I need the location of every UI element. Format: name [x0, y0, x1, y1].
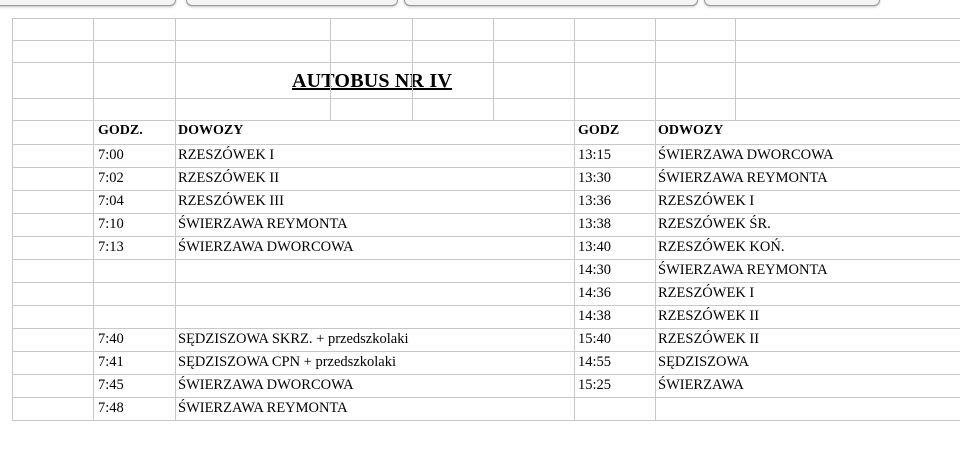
grid-line	[12, 282, 960, 283]
odwozy-stop: RZESZÓWEK KOŃ.	[658, 239, 785, 255]
odwozy-time: 13:15	[578, 147, 612, 163]
grid-line	[412, 18, 413, 120]
odwozy-time: 14:55	[578, 354, 612, 370]
dowozy-time: 7:13	[98, 239, 124, 255]
odwozy-stop: SĘDZISZOWA	[658, 354, 750, 370]
grid-line	[12, 374, 960, 375]
dowozy-stop: SĘDZISZOWA SKRZ. + przedszkolaki	[178, 331, 409, 347]
odwozy-time: 13:38	[578, 216, 612, 232]
grid-line	[12, 236, 960, 237]
odwozy-time: 14:36	[578, 285, 612, 301]
dowozy-stop: ŚWIERZAWA REYMONTA	[178, 400, 348, 416]
odwozy-time: 14:30	[578, 262, 612, 278]
dowozy-stop: RZESZÓWEK III	[178, 193, 284, 209]
toolbar-segment[interactable]	[404, 0, 698, 6]
odwozy-time: 14:38	[578, 308, 612, 324]
odwozy-stop: RZESZÓWEK I	[658, 193, 755, 209]
grid-line	[12, 305, 960, 306]
grid-line	[12, 213, 960, 214]
dowozy-stop: SĘDZISZOWA CPN + przedszkolaki	[178, 354, 397, 370]
grid-line	[12, 18, 960, 19]
dowozy-stop: ŚWIERZAWA DWORCOWA	[178, 377, 354, 393]
grid-line	[12, 397, 960, 398]
grid-line	[12, 420, 960, 421]
grid-line	[655, 18, 656, 420]
odwozy-stop: RZESZÓWEK II	[658, 308, 760, 324]
odwozy-time: 15:25	[578, 377, 612, 393]
page-title: AUTOBUS NR IV	[291, 70, 453, 92]
dowozy-time: 7:41	[98, 354, 124, 370]
grid-line	[12, 98, 960, 99]
grid-line	[12, 144, 960, 145]
dowozy-stop: RZESZÓWEK I	[178, 147, 275, 163]
dowozy-stop: RZESZÓWEK II	[178, 170, 280, 186]
grid-line	[735, 18, 736, 120]
dowozy-stop: ŚWIERZAWA DWORCOWA	[178, 239, 354, 255]
odwozy-stop: ŚWIERZAWA	[658, 377, 744, 393]
grid-line	[330, 18, 331, 120]
odwozy-time: 13:40	[578, 239, 612, 255]
odwozy-stop: RZESZÓWEK I	[658, 285, 755, 301]
grid-line	[12, 40, 960, 41]
dowozy-time: 7:10	[98, 216, 124, 232]
dowozy-stop: ŚWIERZAWA REYMONTA	[178, 216, 348, 232]
odwozy-time: 13:36	[578, 193, 612, 209]
odwozy-stop: RZESZÓWEK ŚR.	[658, 216, 771, 232]
dowozy-time: 7:45	[98, 377, 124, 393]
grid-line	[493, 18, 494, 120]
toolbar-segment[interactable]	[0, 0, 176, 6]
toolbar-segment[interactable]	[186, 0, 398, 6]
dowozy-time: 7:04	[98, 193, 124, 209]
grid-line	[12, 62, 960, 63]
dowozy-time: 7:00	[98, 147, 124, 163]
grid-line	[12, 328, 960, 329]
odwozy-stop: ŚWIERZAWA REYMONTA	[658, 170, 828, 186]
dowozy-header: DOWOZY	[178, 123, 244, 138]
odwozy-header: ODWOZY	[658, 123, 724, 138]
dowozy-time: 7:40	[98, 331, 124, 347]
dowozy-time: 7:48	[98, 400, 124, 416]
odwozy-stop: RZESZÓWEK II	[658, 331, 760, 347]
top-toolbar-edge	[0, 0, 960, 8]
grid-line	[12, 351, 960, 352]
grid-line	[175, 18, 176, 420]
right-time-header: GODZ	[578, 123, 620, 138]
grid-line	[574, 18, 575, 420]
grid-line	[12, 190, 960, 191]
toolbar-segment[interactable]	[704, 0, 880, 6]
odwozy-stop: ŚWIERZAWA DWORCOWA	[658, 147, 834, 163]
odwozy-time: 13:30	[578, 170, 612, 186]
grid-line	[12, 259, 960, 260]
grid-line	[12, 18, 13, 420]
odwozy-stop: ŚWIERZAWA REYMONTA	[658, 262, 828, 278]
grid-line	[12, 167, 960, 168]
grid-line	[12, 120, 960, 121]
odwozy-time: 15:40	[578, 331, 612, 347]
grid-line	[93, 18, 94, 420]
left-time-header: GODZ.	[98, 123, 143, 138]
dowozy-time: 7:02	[98, 170, 124, 186]
spreadsheet-grid	[12, 18, 960, 424]
